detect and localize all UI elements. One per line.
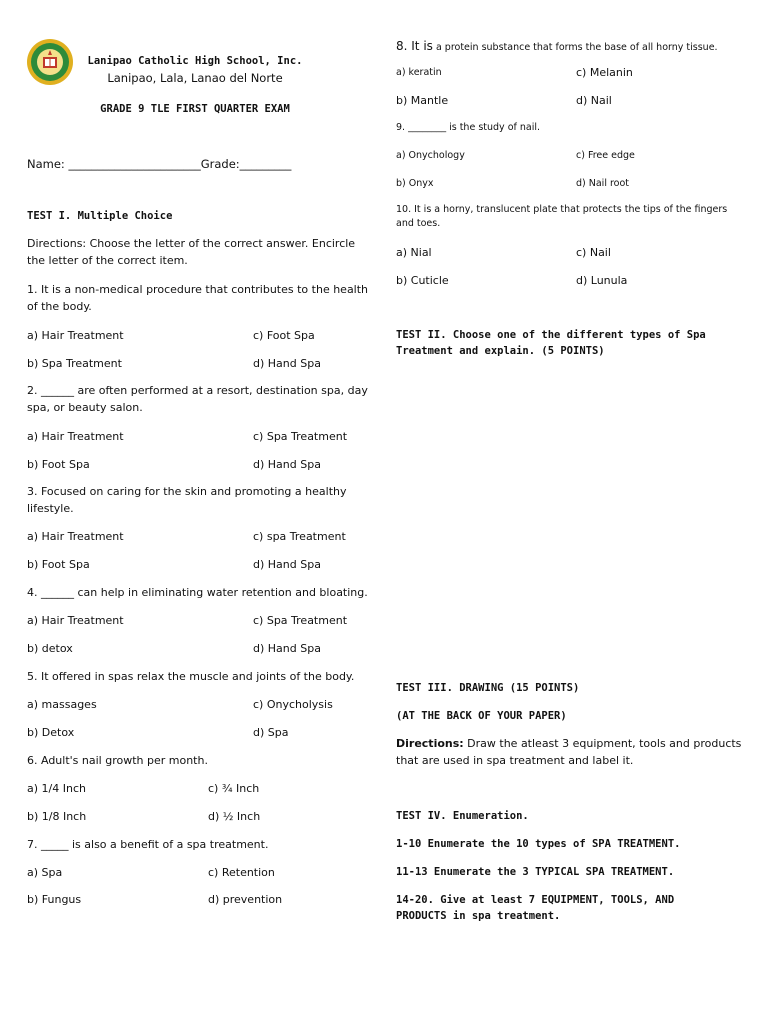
q3-option-c[interactable]: c) spa Treatment [253, 530, 346, 543]
question-5: 5. It offered in spas relax the muscle and joints of the body. [27, 670, 355, 683]
q3-option-a[interactable]: a) Hair Treatment [27, 530, 124, 543]
test3-directions-text: Draw the atleast 3 equipment, tools and products that are used in spa treatment and label it. [396, 737, 742, 767]
q6-option-a[interactable]: a) 1/4 Inch [27, 782, 86, 795]
question-8 [396, 37, 718, 56]
question-8-number: 8. It is [396, 39, 433, 53]
question-10: 10. It is a horny, translucent plate that protects the tips of the fingers and toes. [396, 204, 728, 230]
q10-option-b[interactable]: b) Cuticle [396, 274, 449, 287]
test2-title: TEST II. Choose one of the different types of Spa Treatment and explain. (5 POINTS) [396, 329, 706, 357]
test3-directions-label: Directions: [396, 737, 464, 750]
q10-option-d[interactable]: d) Lunula [576, 274, 628, 287]
q1-option-d[interactable]: d) Hand Spa [253, 357, 321, 370]
q8-option-d[interactable]: d) Nail [576, 94, 612, 107]
q5-option-c[interactable]: c) Onycholysis [253, 698, 333, 711]
test4-title: TEST IV. Enumeration. [396, 810, 529, 822]
test1-title: TEST I. Multiple Choice [27, 210, 173, 222]
exam-title: GRADE 9 TLE FIRST QUARTER EXAM [100, 103, 290, 115]
q9-option-d[interactable]: d) Nail root [576, 178, 630, 189]
q6-option-d[interactable]: d) ½ Inch [208, 810, 261, 823]
q9-option-b[interactable]: b) Onyx [396, 178, 434, 189]
name-grade-field[interactable]: Name: _______________________Grade:_________ [27, 157, 292, 171]
q2-option-c[interactable]: c) Spa Treatment [253, 430, 348, 443]
q7-option-a[interactable]: a) Spa [27, 866, 63, 879]
q3-option-b[interactable]: b) Foot Spa [27, 558, 90, 571]
q9-option-c[interactable]: c) Free edge [576, 150, 635, 161]
school-name: Lanipao Catholic High School, Inc. [87, 55, 303, 67]
q6-option-c[interactable]: c) ¾ Inch [208, 782, 260, 795]
test1-directions: Directions: Choose the letter of the correct answer. Encircle the letter of the correct item. [27, 237, 356, 267]
q1-option-b[interactable]: b) Spa Treatment [27, 357, 122, 370]
q8-option-b[interactable]: b) Mantle [396, 94, 449, 107]
q5-option-d[interactable]: d) Spa [253, 726, 289, 739]
q7-option-c[interactable]: c) Retention [208, 866, 275, 879]
test3-title: TEST III. DRAWING (15 POINTS) [396, 682, 580, 694]
q7-option-d[interactable]: d) prevention [208, 893, 283, 906]
q2-option-b[interactable]: b) Foot Spa [27, 458, 90, 471]
q9-option-a[interactable]: a) Onychology [396, 150, 465, 161]
test3-subtitle: (AT THE BACK OF YOUR PAPER) [396, 710, 567, 722]
test3-directions [396, 736, 748, 769]
q3-option-d[interactable]: d) Hand Spa [253, 558, 321, 571]
q4-option-b[interactable]: b) detox [27, 642, 73, 655]
q2-option-a[interactable]: a) Hair Treatment [27, 430, 124, 443]
question-2: 2. ______ are often performed at a resort, destination spa, day spa, or beauty salon. [27, 384, 368, 414]
q5-option-b[interactable]: b) Detox [27, 726, 75, 739]
q1-option-c[interactable]: c) Foot Spa [253, 329, 315, 342]
q4-option-d[interactable]: d) Hand Spa [253, 642, 321, 655]
q8-option-c[interactable]: c) Melanin [576, 66, 633, 79]
question-9: 9. ________ is the study of nail. [396, 122, 541, 133]
q5-option-a[interactable]: a) massages [27, 698, 97, 711]
test4-item-3: 14-20. Give at least 7 EQUIPMENT, TOOLS, AND PRODUCTS in spa treatment. [396, 894, 675, 922]
question-7: 7. _____ is also a benefit of a spa treatment. [27, 838, 269, 851]
question-8-text: a protein substance that forms the base of all horny tissue. [432, 42, 718, 53]
question-1: 1. It is a non-medical procedure that contributes to the health of the body. [27, 283, 369, 313]
q4-option-c[interactable]: c) Spa Treatment [253, 614, 348, 627]
test4-item-1: 1-10 Enumerate the 10 types of SPA TREATMENT. [396, 838, 681, 850]
question-6: 6. Adult's nail growth per month. [27, 754, 208, 767]
q10-option-c[interactable]: c) Nail [576, 246, 611, 259]
q10-option-a[interactable]: a) Nial [396, 246, 432, 259]
school-address: Lanipao, Lala, Lanao del Norte [107, 71, 283, 85]
q1-option-a[interactable]: a) Hair Treatment [27, 329, 124, 342]
question-4: 4. ______ can help in eliminating water retention and bloating. [27, 586, 368, 599]
school-logo-icon [26, 38, 74, 86]
question-3: 3. Focused on caring for the skin and promoting a healthy lifestyle. [27, 485, 347, 515]
q7-option-b[interactable]: b) Fungus [27, 893, 82, 906]
q8-option-a[interactable]: a) keratin [396, 67, 442, 78]
q4-option-a[interactable]: a) Hair Treatment [27, 614, 124, 627]
q2-option-d[interactable]: d) Hand Spa [253, 458, 321, 471]
test4-item-2: 11-13 Enumerate the 3 TYPICAL SPA TREATMENT. [396, 866, 675, 878]
q6-option-b[interactable]: b) 1/8 Inch [27, 810, 87, 823]
